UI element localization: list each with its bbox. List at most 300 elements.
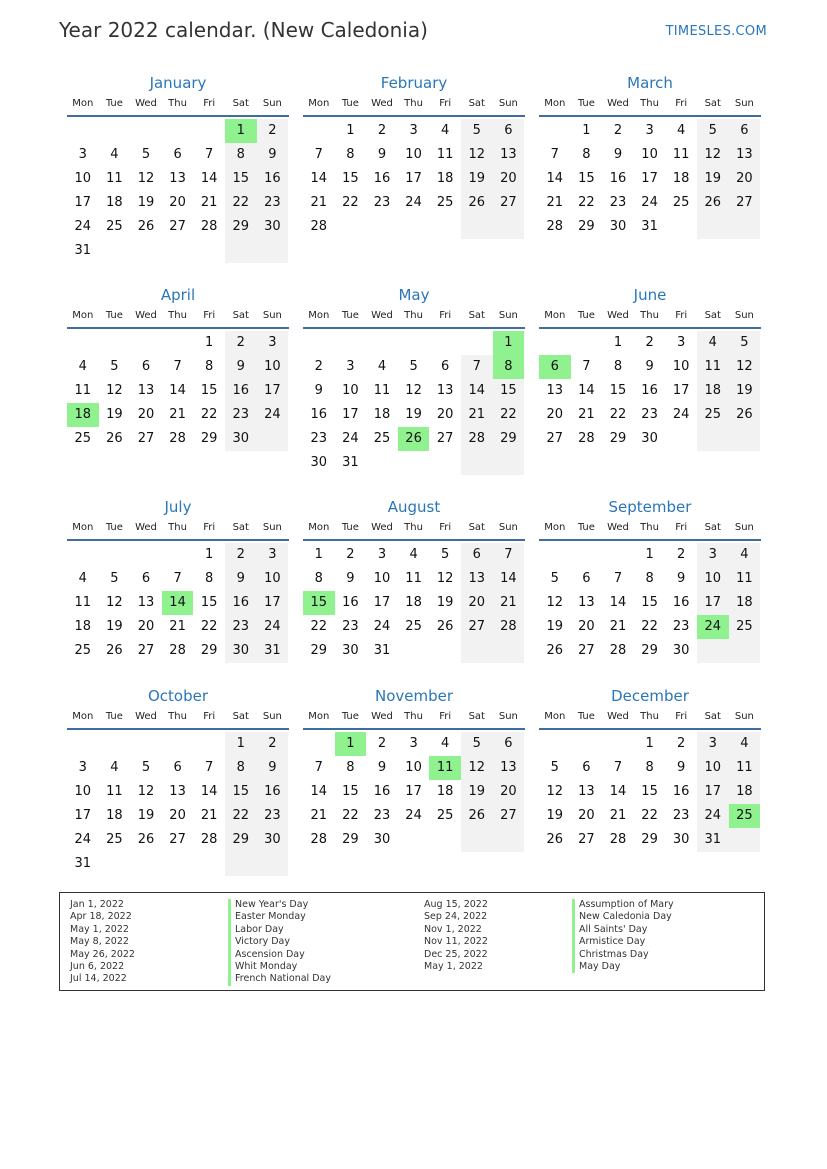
day-cell[interactable]: 21 [609,808,627,823]
day-cell[interactable]: 23 [609,195,627,210]
day-cell[interactable]: 22 [641,808,658,823]
day-cell[interactable]: 17 [405,784,422,799]
day-cell[interactable]: 8 [225,143,257,167]
day-cell[interactable]: 19 [405,407,422,422]
day-cell[interactable]: 12 [137,784,155,799]
day-cell[interactable]: 2 [225,543,257,567]
day-cell[interactable]: 25 [436,808,454,823]
day-cell[interactable]: 1 [205,335,214,350]
day-cell[interactable]: 22 [578,195,595,210]
day-cell[interactable]: 24 [641,195,658,210]
day-cell[interactable]: 20 [493,167,525,191]
day-cell[interactable]: 12 [436,571,454,586]
day-cell[interactable]: 25 [373,431,391,446]
day-cell[interactable]: 19 [697,167,729,191]
day-cell[interactable]: 15 [200,383,218,398]
day-cell[interactable]: 20 [578,619,595,634]
day-cell[interactable]: 30 [225,639,257,663]
day-cell[interactable]: 11 [405,571,422,586]
day-cell[interactable]: 24 [405,195,422,210]
day-cell[interactable]: 5 [441,547,450,562]
day-cell[interactable]: 12 [461,143,493,167]
day-cell[interactable]: 7 [613,571,623,586]
day-cell[interactable]: 26 [398,427,430,451]
day-cell[interactable]: 14 [200,784,218,799]
day-cell[interactable]: 27 [461,615,493,639]
day-cell[interactable]: 24 [74,832,92,847]
day-cell[interactable]: 25 [74,431,92,446]
day-cell[interactable]: 2 [257,119,289,143]
day-cell[interactable]: 1 [225,732,257,756]
day-cell[interactable]: 31 [74,856,92,871]
day-cell[interactable]: 11 [373,383,391,398]
day-cell[interactable]: 30 [342,643,359,658]
day-cell[interactable]: 29 [578,219,595,234]
day-cell[interactable]: 21 [200,195,218,210]
day-cell[interactable]: 1 [645,736,654,751]
day-cell[interactable]: 28 [200,219,218,234]
day-cell[interactable]: 10 [74,171,92,186]
day-cell[interactable]: 19 [106,407,123,422]
day-cell[interactable]: 30 [257,215,289,239]
day-cell[interactable]: 12 [461,756,493,780]
day-cell[interactable]: 24 [257,615,289,639]
day-cell[interactable]: 20 [546,407,564,422]
day-cell[interactable]: 21 [169,407,186,422]
day-cell[interactable]: 16 [373,784,391,799]
day-cell[interactable]: 31 [697,828,729,852]
day-cell[interactable]: 9 [257,143,289,167]
day-cell[interactable]: 30 [609,219,627,234]
day-cell[interactable]: 10 [342,383,359,398]
day-cell[interactable]: 14 [546,171,564,186]
day-cell[interactable]: 28 [310,219,328,234]
day-cell[interactable]: 6 [729,119,761,143]
day-cell[interactable]: 29 [342,832,359,847]
day-cell[interactable]: 1 [335,732,367,756]
day-cell[interactable]: 7 [314,147,323,162]
day-cell[interactable]: 26 [106,431,123,446]
day-cell[interactable]: 10 [373,571,391,586]
day-cell[interactable]: 27 [137,643,155,658]
day-cell[interactable]: 12 [546,595,564,610]
day-cell[interactable]: 22 [641,619,658,634]
day-cell[interactable]: 13 [436,383,454,398]
day-cell[interactable]: 4 [377,359,387,374]
day-cell[interactable]: 18 [67,403,99,427]
day-cell[interactable]: 19 [436,595,454,610]
day-cell[interactable]: 24 [74,219,92,234]
day-cell[interactable]: 9 [677,760,686,775]
day-cell[interactable]: 3 [409,123,418,138]
day-cell[interactable]: 18 [74,619,92,634]
day-cell[interactable]: 27 [546,431,564,446]
day-cell[interactable]: 27 [493,191,525,215]
day-cell[interactable]: 8 [205,359,214,374]
day-cell[interactable]: 27 [729,191,761,215]
day-cell[interactable]: 6 [141,359,151,374]
day-cell[interactable]: 24 [342,431,359,446]
day-cell[interactable]: 16 [672,784,690,799]
day-cell[interactable]: 10 [641,147,658,162]
day-cell[interactable]: 28 [169,643,186,658]
day-cell[interactable]: 11 [74,595,92,610]
day-cell[interactable]: 12 [697,143,729,167]
day-cell[interactable]: 16 [257,780,289,804]
day-cell[interactable]: 3 [677,335,686,350]
day-cell[interactable]: 9 [257,756,289,780]
day-cell[interactable]: 25 [106,832,123,847]
day-cell[interactable]: 13 [493,756,525,780]
day-cell[interactable]: 10 [257,567,289,591]
day-cell[interactable]: 21 [310,195,328,210]
day-cell[interactable]: 16 [373,171,391,186]
day-cell[interactable]: 15 [342,784,359,799]
day-cell[interactable]: 22 [225,191,257,215]
day-cell[interactable]: 17 [405,171,422,186]
day-cell[interactable]: 13 [169,171,186,186]
day-cell[interactable]: 30 [641,431,658,446]
day-cell[interactable]: 17 [697,780,729,804]
day-cell[interactable]: 21 [310,808,328,823]
day-cell[interactable]: 4 [729,543,761,567]
day-cell[interactable]: 20 [461,591,493,615]
day-cell[interactable]: 5 [110,359,119,374]
day-cell[interactable]: 16 [225,591,257,615]
day-cell[interactable]: 3 [257,331,289,355]
day-cell[interactable]: 26 [106,643,123,658]
day-cell[interactable]: 2 [257,732,289,756]
day-cell[interactable]: 14 [461,379,493,403]
day-cell[interactable]: 11 [729,756,761,780]
day-cell[interactable]: 2 [377,123,387,138]
day-cell[interactable]: 17 [697,591,729,615]
day-cell[interactable]: 15 [641,784,658,799]
day-cell[interactable]: 5 [141,760,151,775]
day-cell[interactable]: 27 [169,219,186,234]
day-cell[interactable]: 6 [582,760,591,775]
day-cell[interactable]: 1 [225,119,257,143]
day-cell[interactable]: 20 [436,407,454,422]
day-cell[interactable]: 4 [78,571,87,586]
day-cell[interactable]: 3 [697,543,729,567]
day-cell[interactable]: 6 [173,760,182,775]
day-cell[interactable]: 7 [173,359,182,374]
day-cell[interactable]: 26 [461,191,493,215]
day-cell[interactable]: 16 [225,379,257,403]
day-cell[interactable]: 18 [729,780,761,804]
day-cell[interactable]: 20 [137,619,155,634]
day-cell[interactable]: 17 [74,808,92,823]
day-cell[interactable]: 10 [257,355,289,379]
day-cell[interactable]: 21 [461,403,493,427]
day-cell[interactable]: 16 [672,595,690,610]
day-cell[interactable]: 30 [225,427,257,451]
day-cell[interactable]: 4 [110,760,119,775]
day-cell[interactable]: 18 [436,784,454,799]
day-cell[interactable]: 31 [373,643,391,658]
day-cell[interactable]: 12 [106,383,123,398]
day-cell[interactable]: 26 [546,643,564,658]
day-cell[interactable]: 6 [539,355,571,379]
day-cell[interactable]: 8 [493,355,525,379]
day-cell[interactable]: 9 [225,567,257,591]
day-cell[interactable]: 2 [225,331,257,355]
day-cell[interactable]: 23 [257,191,289,215]
day-cell[interactable]: 11 [106,171,123,186]
day-cell[interactable]: 21 [609,619,627,634]
day-cell[interactable]: 14 [310,784,328,799]
day-cell[interactable]: 19 [729,379,761,403]
day-cell[interactable]: 28 [609,643,627,658]
day-cell[interactable]: 18 [106,808,123,823]
day-cell[interactable]: 16 [257,167,289,191]
day-cell[interactable]: 13 [729,143,761,167]
day-cell[interactable]: 23 [257,804,289,828]
day-cell[interactable]: 10 [74,784,92,799]
day-cell[interactable]: 10 [405,147,422,162]
day-cell[interactable]: 28 [310,832,328,847]
day-cell[interactable]: 13 [493,143,525,167]
day-cell[interactable]: 14 [609,595,627,610]
day-cell[interactable]: 25 [697,403,729,427]
day-cell[interactable]: 25 [729,804,761,828]
day-cell[interactable]: 25 [74,643,92,658]
day-cell[interactable]: 10 [672,359,690,374]
day-cell[interactable]: 12 [137,171,155,186]
day-cell[interactable]: 22 [200,619,218,634]
day-cell[interactable]: 3 [697,732,729,756]
day-cell[interactable]: 5 [697,119,729,143]
day-cell[interactable]: 11 [436,147,454,162]
day-cell[interactable]: 12 [106,595,123,610]
day-cell[interactable]: 5 [110,571,119,586]
day-cell[interactable]: 5 [550,760,559,775]
day-cell[interactable]: 13 [546,383,564,398]
day-cell[interactable]: 23 [672,808,690,823]
day-cell[interactable]: 11 [106,784,123,799]
day-cell[interactable]: 14 [200,171,218,186]
day-cell[interactable]: 30 [310,455,328,470]
day-cell[interactable]: 3 [78,147,87,162]
day-cell[interactable]: 31 [257,639,289,663]
day-cell[interactable]: 29 [200,643,218,658]
day-cell[interactable]: 6 [493,119,525,143]
day-cell[interactable]: 28 [609,832,627,847]
day-cell[interactable]: 18 [106,195,123,210]
day-cell[interactable]: 5 [409,359,418,374]
day-cell[interactable]: 22 [609,407,627,422]
day-cell[interactable]: 3 [257,543,289,567]
day-cell[interactable]: 31 [342,455,359,470]
day-cell[interactable]: 8 [314,571,323,586]
day-cell[interactable]: 1 [493,331,525,355]
day-cell[interactable]: 6 [582,571,591,586]
day-cell[interactable]: 14 [310,171,328,186]
day-cell[interactable]: 17 [74,195,92,210]
site-brand-link[interactable]: TIMESLES.COM [665,24,767,39]
day-cell[interactable]: 10 [405,760,422,775]
day-cell[interactable]: 22 [493,403,525,427]
day-cell[interactable]: 17 [672,383,690,398]
day-cell[interactable]: 16 [342,595,359,610]
day-cell[interactable]: 24 [405,808,422,823]
day-cell[interactable]: 18 [697,379,729,403]
day-cell[interactable]: 4 [677,123,686,138]
day-cell[interactable]: 20 [493,780,525,804]
day-cell[interactable]: 15 [200,595,218,610]
day-cell[interactable]: 4 [729,732,761,756]
day-cell[interactable]: 9 [677,571,686,586]
day-cell[interactable]: 23 [225,403,257,427]
day-cell[interactable]: 17 [257,591,289,615]
day-cell[interactable]: 23 [225,615,257,639]
day-cell[interactable]: 18 [436,171,454,186]
day-cell[interactable]: 27 [578,832,595,847]
day-cell[interactable]: 18 [373,407,391,422]
day-cell[interactable]: 19 [106,619,123,634]
day-cell[interactable]: 12 [729,355,761,379]
day-cell[interactable]: 15 [609,383,627,398]
day-cell[interactable]: 27 [493,804,525,828]
day-cell[interactable]: 26 [137,219,155,234]
day-cell[interactable]: 23 [342,619,359,634]
day-cell[interactable]: 29 [225,215,257,239]
day-cell[interactable]: 19 [461,780,493,804]
day-cell[interactable]: 13 [137,383,155,398]
day-cell[interactable]: 8 [582,147,591,162]
day-cell[interactable]: 13 [461,567,493,591]
day-cell[interactable]: 11 [729,567,761,591]
day-cell[interactable]: 22 [342,195,359,210]
day-cell[interactable]: 8 [225,756,257,780]
day-cell[interactable]: 9 [377,760,387,775]
day-cell[interactable]: 30 [373,832,391,847]
day-cell[interactable]: 16 [641,383,658,398]
day-cell[interactable]: 27 [137,431,155,446]
day-cell[interactable]: 14 [493,567,525,591]
day-cell[interactable]: 5 [729,331,761,355]
day-cell[interactable]: 25 [405,619,422,634]
day-cell[interactable]: 24 [672,407,690,422]
day-cell[interactable]: 9 [225,355,257,379]
day-cell[interactable]: 31 [641,219,658,234]
day-cell[interactable]: 15 [303,591,335,615]
day-cell[interactable]: 17 [342,407,359,422]
day-cell[interactable]: 8 [346,760,355,775]
day-cell[interactable]: 21 [546,195,564,210]
day-cell[interactable]: 3 [346,359,355,374]
day-cell[interactable]: 20 [169,808,186,823]
day-cell[interactable]: 1 [346,123,355,138]
day-cell[interactable]: 20 [137,407,155,422]
day-cell[interactable]: 16 [310,407,328,422]
day-cell[interactable]: 18 [672,171,690,186]
day-cell[interactable]: 21 [200,808,218,823]
day-cell[interactable]: 15 [225,780,257,804]
day-cell[interactable]: 7 [613,760,623,775]
day-cell[interactable]: 14 [578,383,595,398]
day-cell[interactable]: 20 [169,195,186,210]
day-cell[interactable]: 23 [641,407,658,422]
day-cell[interactable]: 26 [546,832,564,847]
day-cell[interactable]: 21 [169,619,186,634]
day-cell[interactable]: 7 [461,355,493,379]
day-cell[interactable]: 2 [677,736,686,751]
day-cell[interactable]: 22 [225,804,257,828]
day-cell[interactable]: 28 [200,832,218,847]
day-cell[interactable]: 2 [346,547,355,562]
day-cell[interactable]: 23 [373,195,391,210]
day-cell[interactable]: 22 [310,619,328,634]
day-cell[interactable]: 25 [436,195,454,210]
day-cell[interactable]: 2 [314,359,323,374]
day-cell[interactable]: 4 [110,147,119,162]
day-cell[interactable]: 26 [729,403,761,427]
day-cell[interactable]: 13 [578,595,595,610]
day-cell[interactable]: 6 [441,359,450,374]
day-cell[interactable]: 15 [493,379,525,403]
day-cell[interactable]: 19 [546,808,564,823]
day-cell[interactable]: 1 [314,547,323,562]
day-cell[interactable]: 19 [461,167,493,191]
day-cell[interactable]: 27 [436,431,454,446]
day-cell[interactable]: 7 [205,760,214,775]
day-cell[interactable]: 11 [74,383,92,398]
day-cell[interactable]: 19 [546,619,564,634]
day-cell[interactable]: 29 [641,643,658,658]
day-cell[interactable]: 26 [461,804,493,828]
day-cell[interactable]: 30 [672,832,690,847]
day-cell[interactable]: 28 [493,615,525,639]
day-cell[interactable]: 28 [169,431,186,446]
day-cell[interactable]: 19 [137,808,155,823]
day-cell[interactable]: 9 [346,571,355,586]
day-cell[interactable]: 25 [729,615,761,639]
day-cell[interactable]: 8 [613,359,623,374]
day-cell[interactable]: 9 [645,359,654,374]
day-cell[interactable]: 21 [493,591,525,615]
day-cell[interactable]: 11 [697,355,729,379]
day-cell[interactable]: 12 [546,784,564,799]
day-cell[interactable]: 17 [641,171,658,186]
day-cell[interactable]: 31 [74,243,92,258]
day-cell[interactable]: 29 [493,427,525,451]
day-cell[interactable]: 23 [672,619,690,634]
day-cell[interactable]: 29 [641,832,658,847]
day-cell[interactable]: 10 [697,756,729,780]
day-cell[interactable]: 1 [645,547,654,562]
day-cell[interactable]: 5 [141,147,151,162]
day-cell[interactable]: 24 [697,615,729,639]
day-cell[interactable]: 9 [377,147,387,162]
day-cell[interactable]: 10 [697,567,729,591]
day-cell[interactable]: 6 [141,571,151,586]
day-cell[interactable]: 8 [645,760,654,775]
day-cell[interactable]: 15 [342,171,359,186]
day-cell[interactable]: 13 [137,595,155,610]
day-cell[interactable]: 30 [257,828,289,852]
day-cell[interactable]: 5 [461,119,493,143]
day-cell[interactable]: 6 [493,732,525,756]
day-cell[interactable]: 17 [373,595,391,610]
day-cell[interactable]: 20 [578,808,595,823]
day-cell[interactable]: 15 [641,595,658,610]
day-cell[interactable]: 23 [373,808,391,823]
day-cell[interactable]: 11 [672,147,690,162]
day-cell[interactable]: 8 [346,147,355,162]
day-cell[interactable]: 1 [205,547,214,562]
